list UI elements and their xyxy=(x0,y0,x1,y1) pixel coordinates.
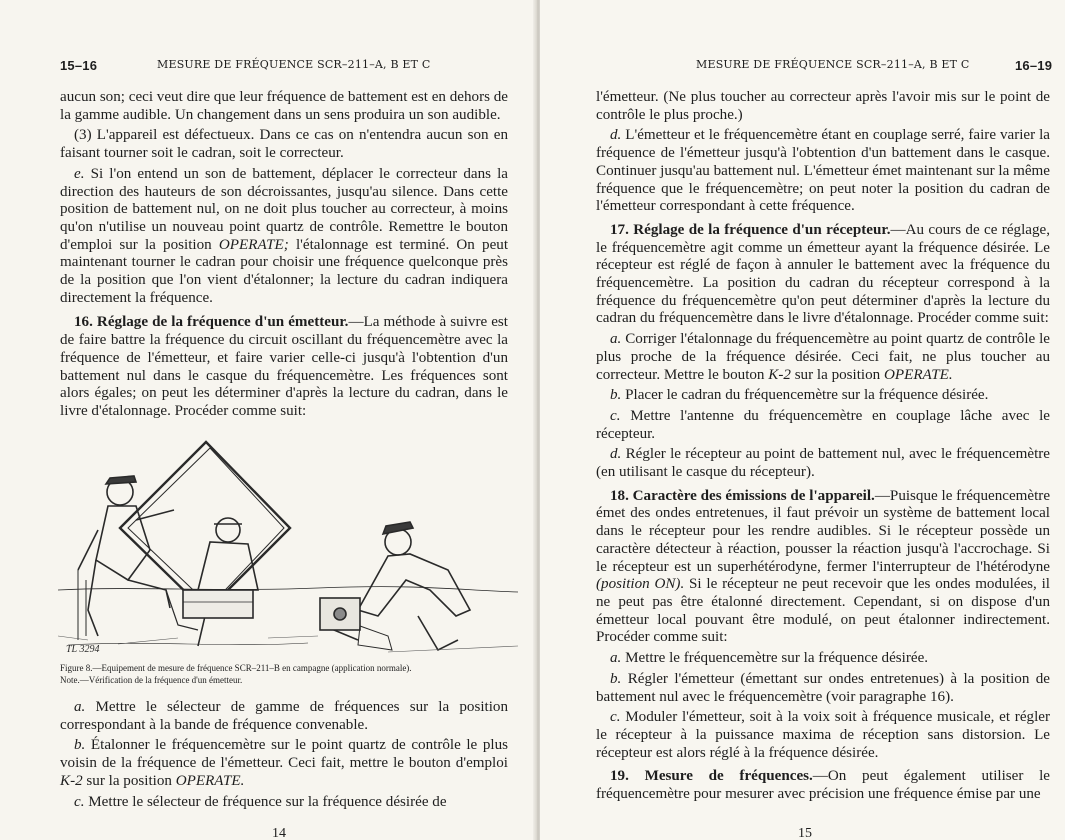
right-step-d-text: L'émetteur et le fréquencemètre étant en couplage serré, faire varier la fréquence de l'émetteur jusqu'à l'obtention d'un battement dans le casque. Continuer jusqu'au battement nul. L'émetteur émet maintenant sur la même fréquence que le fréquencemètre; on peut noter la position du cadran de l'émetteur correspondant à cette fréquence. xyxy=(596,127,1050,215)
left-header xyxy=(60,58,97,73)
left-step-c-letter: c. xyxy=(74,793,85,810)
right-18-step-c-text: Moduler l'émetteur, soit à la voix soit à fréquence musicale, et régler le récepteur à la puissance maxima de réception sans distorsion. Le récepteur est alors réglé à la fréquence désirée. xyxy=(596,709,1050,761)
right-18-step-b-letter: b. xyxy=(610,670,622,687)
right-section-19 xyxy=(596,768,1050,803)
right-header-number: 16–19 xyxy=(1015,58,1053,73)
left-step-b-letter: b. xyxy=(74,737,86,754)
left-paragraph-e-letter: e. xyxy=(74,165,85,182)
right-section-18 xyxy=(596,488,1050,647)
right-section-18-title: 18. Caractère des émissions de l'appareil. xyxy=(610,487,875,504)
left-section-16-text: —La méthode à suivre est de faire battre la fréquence du circuit oscillant du fréquencemètre avec la fréquence de l'émetteur, et faire varier celle-ci jusqu'à l'obtention d'un battement nul dans le casque du fréquencemètre. Les fréquences sont alors égales; on peut les déterminer d'après la lecture du cadran, dans le livre d'étalonnage. Procéder comme suit: xyxy=(60,314,509,419)
right-step-d-letter: d. xyxy=(610,127,622,144)
left-step-b-text-1: Étalonner le fréquencemètre sur le point quartz de contrôle le plus voisin de la fréquence de l'émetteur. Ceci fait, mettre le bouton d'emploi xyxy=(60,737,509,772)
right-section-17-text: —Au cours de ce réglage, le fréquencemètre agit comme un émetteur ayant la fréquence désirée. Le récepteur est réglé de façon à annuler le battement avec la fréquence du fréquencemètre. La position du cadran du récepteur correspond à la fréquence du fréquencemètre qu'on peut déterminer d'après la lecture du cadran du fréquencemètre dans le livre d'étalonnage. Procéder comme suit: xyxy=(596,221,1050,327)
right-18-step-a-text: Mettre le fréquencemètre sur la fréquence désirée. xyxy=(625,650,929,667)
figure-8-illustration xyxy=(58,440,518,658)
right-18-step-a-letter: a. xyxy=(610,650,622,667)
right-section-18-position: (position ON). xyxy=(596,576,685,593)
left-step-a xyxy=(60,699,508,734)
right-header-title: MESURE DE FRÉQUENCE SCR–211–A, B ET C xyxy=(696,58,970,71)
caption-line-2: Note.—Vérification de la fréquence d'un émetteur. xyxy=(60,675,243,685)
left-paragraph-continued: aucun son; ceci veut dire que leur fréquence de battement est en dehors de la gamme audible. Un changement dans un sens produira un son audible. xyxy=(60,89,509,123)
right-section-19-title: 19. Mesure de fréquences. xyxy=(610,768,813,785)
left-section-16 xyxy=(60,314,508,420)
figure-id-label: TL 3294 xyxy=(66,644,100,655)
loop-antenna-shape xyxy=(120,442,290,612)
left-step-c-text: Mettre le sélecteur de fréquence sur la fréquence désirée de xyxy=(88,793,447,810)
left-text-top xyxy=(60,89,508,424)
left-paragraph-3: (3) L'appareil est défectueux. Dans ce cas on n'entendra aucun son en faisant tourner soit le cadran, soit le correcteur. xyxy=(60,127,508,162)
right-page xyxy=(540,0,1065,840)
right-17-step-d-letter: d. xyxy=(610,446,622,463)
left-page-number: 14 xyxy=(272,826,286,840)
right-18-step-c xyxy=(596,709,1050,762)
right-17-step-b-letter: b. xyxy=(610,387,622,404)
right-section-18-text-2: Si le récepteur ne peut recevoir que les ondes modulées, il ne peut pas être étalonné directement. Cependant, si on dispose d'un émetteur local pouvant être modulé, on peut étalonner indirectement. Procéder comme suit: xyxy=(596,576,1050,646)
left-section-16-title: 16. Réglage de la fréquence d'un émetteur. xyxy=(74,314,349,331)
left-step-b-text-2: sur la position xyxy=(86,772,172,789)
right-17-step-a-text-1: Corriger l'étalonnage du fréquencemètre au point quartz de contrôle le plus proche de la fréquence désirée. Ceci fait, ne plus toucher au correcteur. Mettre le bouton xyxy=(596,331,1050,383)
left-paragraph-e-mode: OPERATE; xyxy=(218,236,289,253)
right-18-step-b-text: Régler l'émetteur (émettant sur ondes entretenues) à la position de battement nul avec le fréquencemètre (voir paragraphe 16). xyxy=(596,670,1050,705)
right-paragraph-continued: l'émetteur. (Ne plus toucher au correcteur après l'avoir mis sur le point de contrôle le plus proche.) xyxy=(596,89,1050,123)
left-step-b-mode: OPERATE. xyxy=(175,772,245,789)
right-17-step-b-text: Placer le cadran du fréquencemètre sur la fréquence désirée. xyxy=(625,387,989,404)
right-section-17 xyxy=(596,222,1050,328)
equipment-box xyxy=(183,590,253,618)
right-page-number: 15 xyxy=(798,826,812,840)
right-17-step-c-text: Mettre l'antenne du fréquencemètre en couplage lâche avec le récepteur. xyxy=(596,407,1050,442)
loop-antenna-inner xyxy=(128,448,284,606)
right-18-step-b xyxy=(596,671,1050,706)
right-18-step-c-letter: c. xyxy=(610,709,621,726)
right-17-step-a-text-2: sur la position xyxy=(794,366,881,383)
left-step-b xyxy=(60,737,508,790)
figure-8-caption xyxy=(60,662,508,686)
right-section-18-text-1: —Puisque le fréquencemètre émet des ondes entretenues, il faut prévoir un système de battement local dans le récepteur pour les rendre audibles. Si le récepteur possède un caractère détecteur à réaction, pousser la réaction jusqu'à l'accrochage. Si le récepteur est un superhétérodyne, fermer l'interrupteur de l'hétérodyne xyxy=(596,487,1051,575)
left-step-a-letter: a. xyxy=(74,699,86,715)
left-header-title: MESURE DE FRÉQUENCE SCR–211–A, B ET C xyxy=(157,58,431,71)
left-text-bottom xyxy=(60,699,508,814)
right-header xyxy=(1015,58,1052,73)
right-17-step-a xyxy=(596,331,1050,384)
right-17-step-d-text: Régler le récepteur au point de battement nul, avec le fréquencemètre (en utilisant le casque du récepteur). xyxy=(596,446,1050,481)
right-17-step-c-letter: c. xyxy=(610,407,621,424)
left-step-a-text: Mettre le sélecteur de gamme de fréquences sur la position correspondant à la bande de fréquence convenable. xyxy=(60,699,508,733)
right-17-step-a-letter: a. xyxy=(610,331,622,348)
left-step-c xyxy=(60,794,508,812)
caption-line-1: Figure 8.—Equipement de mesure de fréquence SCR–211–B en campagne (application normale). xyxy=(60,663,412,673)
right-section-17-title: 17. Réglage de la fréquence d'un récepteur. xyxy=(610,221,891,238)
right-text xyxy=(596,89,1050,807)
right-18-step-a xyxy=(596,650,1050,668)
right-17-step-a-mode: OPERATE. xyxy=(884,366,953,383)
right-section-19-text: —On peut également utiliser le fréquencemètre pour mesurer avec précision une fréquence émise par une xyxy=(596,768,1050,803)
right-17-step-c xyxy=(596,408,1050,443)
right-17-step-b xyxy=(596,387,1050,405)
left-paragraph-e-text-2: l'étalonnage est terminé. On peut maintenant tourner le cadran pour choisir une fréquence quelconque près de la position que l'on vient d'étalonner; la lecture du cadran indiquera directement la fréquence. xyxy=(60,236,509,306)
left-header-number: 15–16 xyxy=(60,58,98,73)
right-17-step-d xyxy=(596,446,1050,481)
right-step-d xyxy=(596,127,1050,216)
left-step-b-key: K-2 xyxy=(60,772,83,789)
right-17-step-a-key: K-2 xyxy=(768,366,791,383)
left-paragraph-e xyxy=(60,166,508,308)
left-paragraph-e-text-1: Si l'on entend un son de battement, déplacer le correcteur dans la direction des hauteurs de son décroissantes, jusqu'au silence. Dans cette position de battement nul, on ne doit plus toucher au correcteur, à moins qu'on n'utilise un nouveau point quartz de contrôle. Remettre le bouton d'emploi sur la position xyxy=(60,165,508,253)
